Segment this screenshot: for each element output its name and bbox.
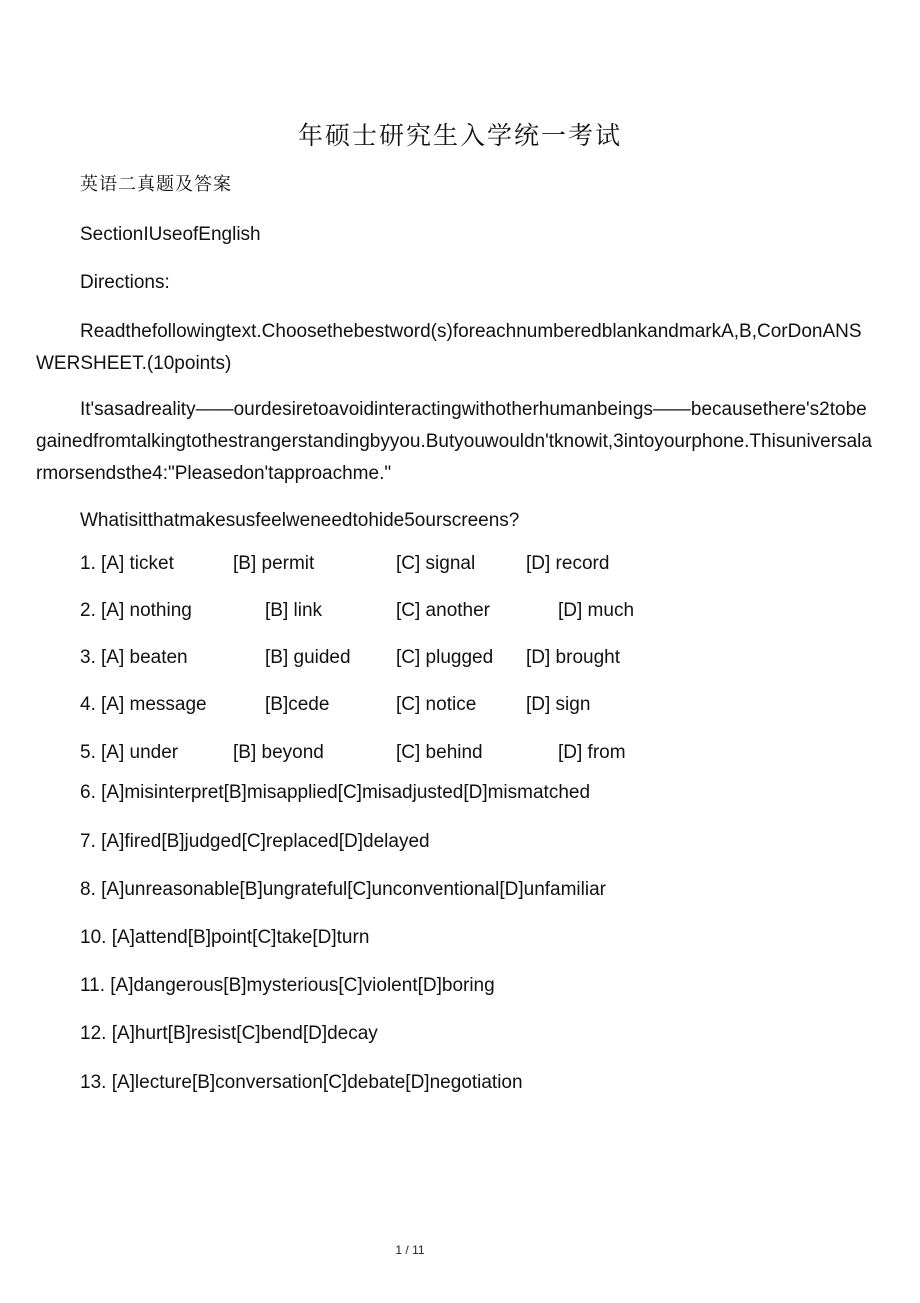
option-number: 1. bbox=[80, 553, 96, 574]
option-d: [D] sign bbox=[526, 694, 591, 715]
option-row-10: 10. [A]attend[B]point[C]take[D]turn bbox=[80, 927, 370, 948]
option-row-7: 7. [A]fired[B]judged[C]replaced[D]delayed bbox=[80, 831, 430, 852]
option-b: [B]cede bbox=[265, 694, 330, 715]
passage-paragraph bbox=[36, 394, 876, 490]
option-b: [B] beyond bbox=[233, 742, 324, 763]
option-b: [B] guided bbox=[265, 647, 351, 668]
option-a: [A] nothing bbox=[101, 600, 192, 621]
option-number: 2. bbox=[80, 600, 96, 621]
directions-label: Directions: bbox=[80, 272, 170, 293]
option-c: [C] plugged bbox=[396, 647, 494, 668]
option-row-6: 6. [A]misinterpret[B]misapplied[C]misadjusted[D]mismatched bbox=[80, 782, 591, 803]
option-c: [C] behind bbox=[396, 742, 483, 763]
option-a: [A] under bbox=[101, 742, 179, 763]
passage-text: It'sasadreality——ourdesiretoavoidinteractingwithotherhumanbeings——becausethere's2tobegainedfromtalkingtothestrangerstandingbyyou.Butyouwouldn'tknowit,3intoyourphone.Thisuniversalarmorsendsthe4:"Pleasedon'tapproachme." bbox=[36, 399, 872, 484]
page-title: 年硕士研究生入学统一考试 bbox=[297, 121, 622, 150]
option-a: [A] message bbox=[101, 694, 207, 715]
option-c: [C] notice bbox=[396, 694, 477, 715]
option-number: 4. bbox=[80, 694, 96, 715]
section-heading: SectionIUseofEnglish bbox=[80, 224, 261, 245]
option-c: [C] signal bbox=[396, 553, 476, 574]
question-line: Whatisitthatmakesusfeelweneedtohide5ourscreens? bbox=[80, 510, 520, 531]
option-row-11: 11. [A]dangerous[B]mysterious[C]violent[D]boring bbox=[80, 975, 495, 996]
page-number: 1 / 11 bbox=[395, 1243, 425, 1257]
option-d: [D] brought bbox=[526, 647, 620, 668]
page-subtitle: 英语二真题及答案 bbox=[80, 174, 232, 195]
option-number: 3. bbox=[80, 647, 96, 668]
option-row-13: 13. [A]lecture[B]conversation[C]debate[D]negotiation bbox=[80, 1072, 523, 1093]
option-row-8: 8. [A]unreasonable[B]ungrateful[C]unconventional[D]unfamiliar bbox=[80, 879, 606, 900]
option-d: [D] much bbox=[558, 600, 635, 621]
directions-text: Readthefollowingtext.Choosethebestword(s)foreachnumberedblankandmarkA,B,CorDonANSWERSHEET.(10points) bbox=[36, 321, 862, 374]
option-a: [A] beaten bbox=[101, 647, 188, 668]
option-d: [D] from bbox=[558, 742, 626, 763]
option-b: [B] link bbox=[265, 600, 323, 621]
option-c: [C] another bbox=[396, 600, 490, 621]
option-row-12: 12. [A]hurt[B]resist[C]bend[D]decay bbox=[80, 1023, 378, 1044]
option-number: 5. bbox=[80, 742, 96, 763]
directions-paragraph bbox=[36, 316, 876, 380]
option-a: [A] ticket bbox=[101, 553, 174, 574]
option-d: [D] record bbox=[526, 553, 610, 574]
option-b: [B] permit bbox=[233, 553, 315, 574]
